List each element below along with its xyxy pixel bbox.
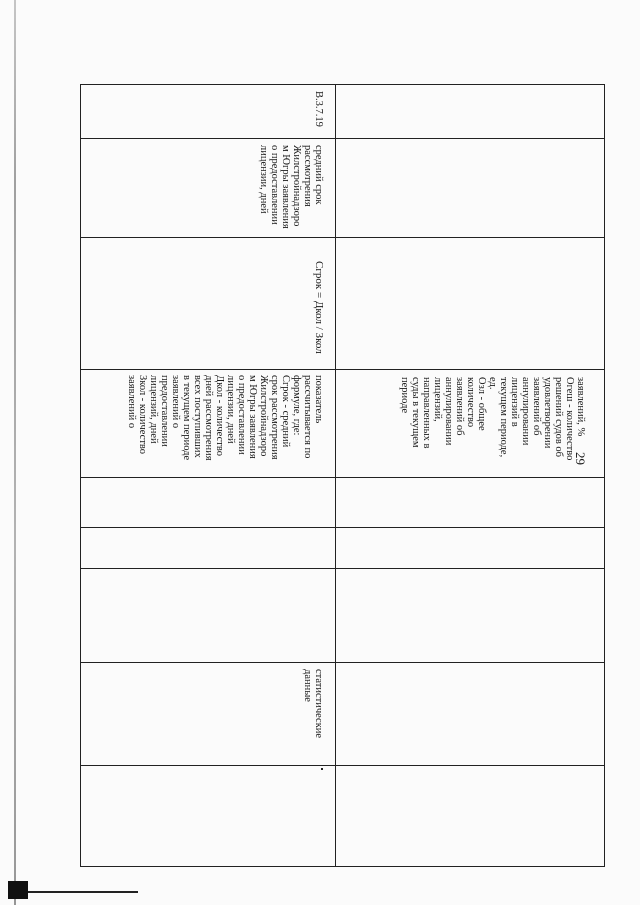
column-divider [81, 138, 604, 139]
indicator-source: статистические данные [302, 669, 324, 739]
row-divider [335, 85, 336, 866]
scan-bottom-line [28, 891, 138, 893]
indicator-formula: Сгрок = Дкол / Зкол [313, 261, 325, 354]
column-divider [81, 662, 604, 663]
indicator-name: средний срок рассмотрения Жилстройнадзоро м Югры заявления о предоставлении лицензии, дней [258, 145, 324, 229]
scan-corner-mark [8, 881, 28, 899]
column-divider [81, 527, 604, 528]
column-divider [81, 237, 604, 238]
column-divider [81, 568, 604, 569]
previous-indicator-method: заявлений, % Огеш - количество решений судов об удовлетворении заявлений об аннулировании лицензий в текущем периоде, ед. Озл - общее количество заявлений об аннулировании лицензий, направленных в суды в текущем периоде [399, 377, 586, 461]
indicator-method: показатель рассчитывается по формуле, где: Сгрок - средний срок рассмотрения Жилстройнадзоро м Югры заявления о предоставлении лицензии, дней Дкол - количество дней рассмотрения всех поступивших в текущем периоде заявлений о предоставлении лицензий, дней Зкол - количество заявлений о [126, 375, 324, 461]
indicator-id: В.3.7.19 [313, 91, 324, 127]
column-divider [81, 477, 604, 478]
scan-edge-mark [14, 0, 16, 905]
scan-speck [321, 768, 323, 770]
indicator-table [80, 84, 605, 867]
column-divider [81, 369, 604, 370]
column-divider [81, 765, 604, 766]
page-number: 29 [573, 452, 588, 465]
